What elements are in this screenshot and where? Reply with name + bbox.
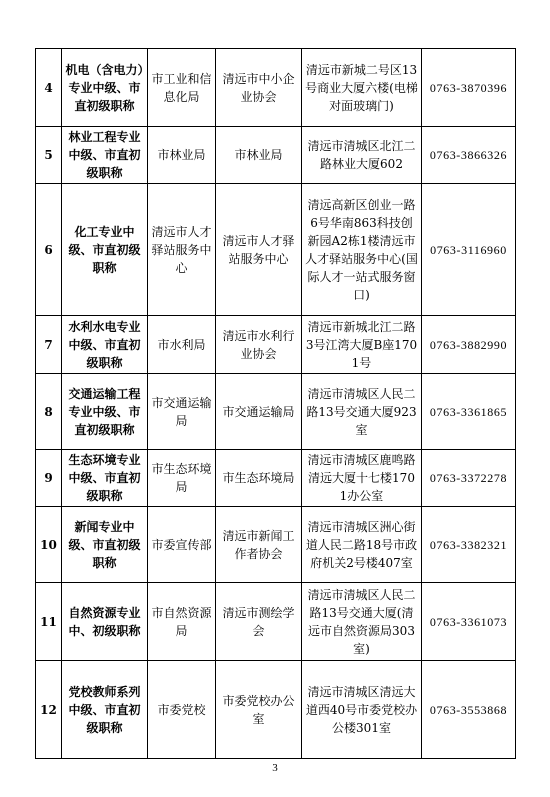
phone-cell: 0763-3870396	[422, 49, 516, 127]
department-cell: 市水利局	[148, 316, 216, 374]
qualification-title: 机电（含电力）专业中级、市直初级职称	[62, 49, 148, 127]
organization-cell: 清远市测绘学会	[216, 583, 302, 661]
table-row	[36, 661, 516, 759]
row-number: 12	[36, 661, 62, 759]
row-number: 7	[36, 316, 62, 374]
row-number: 6	[36, 184, 62, 316]
phone-cell: 0763-3361073	[422, 583, 516, 661]
organization-cell: 清远市中小企业协会	[216, 49, 302, 127]
table-row	[36, 507, 516, 583]
table-row	[36, 184, 516, 316]
address-cell: 清远高新区创业一路6号华南863科技创新园A2栋1楼清远市人才驿站服务中心(国际人才一站式服务窗口)	[302, 184, 422, 316]
table-row	[36, 316, 516, 374]
address-cell: 清远市清城区清远大道西40号市委党校办公楼301室	[302, 661, 422, 759]
organization-cell: 市交通运输局	[216, 374, 302, 450]
qualification-title: 化工专业中级、市直初级职称	[62, 184, 148, 316]
organization-cell: 市林业局	[216, 127, 302, 184]
qualification-title: 水利水电专业中级、市直初级职称	[62, 316, 148, 374]
row-number: 8	[36, 374, 62, 450]
row-number: 11	[36, 583, 62, 661]
department-cell: 清远市人才驿站服务中心	[148, 184, 216, 316]
table-row	[36, 583, 516, 661]
phone-cell: 0763-3553868	[422, 661, 516, 759]
department-cell: 市林业局	[148, 127, 216, 184]
qualification-title: 林业工程专业中级、市直初级职称	[62, 127, 148, 184]
qualification-title: 生态环境专业中级、市直初级职称	[62, 450, 148, 507]
table-row	[36, 127, 516, 184]
organization-cell: 市生态环境局	[216, 450, 302, 507]
phone-cell: 0763-3382321	[422, 507, 516, 583]
table-row	[36, 374, 516, 450]
phone-cell: 0763-3882990	[422, 316, 516, 374]
organization-cell: 清远市人才驿站服务中心	[216, 184, 302, 316]
organization-cell: 清远市水利行业协会	[216, 316, 302, 374]
phone-cell: 0763-3116960	[422, 184, 516, 316]
phone-cell: 0763-3372278	[422, 450, 516, 507]
row-number: 5	[36, 127, 62, 184]
phone-cell: 0763-3866326	[422, 127, 516, 184]
department-cell: 市委宣传部	[148, 507, 216, 583]
department-cell: 市委党校	[148, 661, 216, 759]
address-cell: 清远市清城区洲心街道人民二路18号市政府机关2号楼407室	[302, 507, 422, 583]
address-cell: 清远市清城区人民二路13号交通大厦(清远市自然资源局303室)	[302, 583, 422, 661]
qualification-title: 新闻专业中级、市直初级职称	[62, 507, 148, 583]
organization-cell: 市委党校办公室	[216, 661, 302, 759]
address-cell: 清远市新城北江二路3号江湾大厦B座1701号	[302, 316, 422, 374]
department-cell: 市生态环境局	[148, 450, 216, 507]
table-row	[36, 49, 516, 127]
organization-cell: 清远市新闻工作者协会	[216, 507, 302, 583]
qualification-title: 自然资源专业中、初级职称	[62, 583, 148, 661]
contact-table	[35, 48, 516, 759]
address-cell: 清远市清城区鹿鸣路清远大厦十七楼1701办公室	[302, 450, 422, 507]
row-number: 10	[36, 507, 62, 583]
address-cell: 清远市清城区人民二路13号交通大厦923室	[302, 374, 422, 450]
qualification-title: 交通运输工程专业中级、市直初级职称	[62, 374, 148, 450]
page-number: 3	[272, 762, 278, 774]
department-cell: 市自然资源局	[148, 583, 216, 661]
row-number: 4	[36, 49, 62, 127]
row-number: 9	[36, 450, 62, 507]
department-cell: 市交通运输局	[148, 374, 216, 450]
table-row	[36, 450, 516, 507]
phone-cell: 0763-3361865	[422, 374, 516, 450]
address-cell: 清远市清城区北江二路林业大厦602	[302, 127, 422, 184]
address-cell: 清远市新城二号区13号商业大厦六楼(电梯对面玻璃门)	[302, 49, 422, 127]
qualification-title: 党校教师系列中级、市直初级职称	[62, 661, 148, 759]
department-cell: 市工业和信息化局	[148, 49, 216, 127]
